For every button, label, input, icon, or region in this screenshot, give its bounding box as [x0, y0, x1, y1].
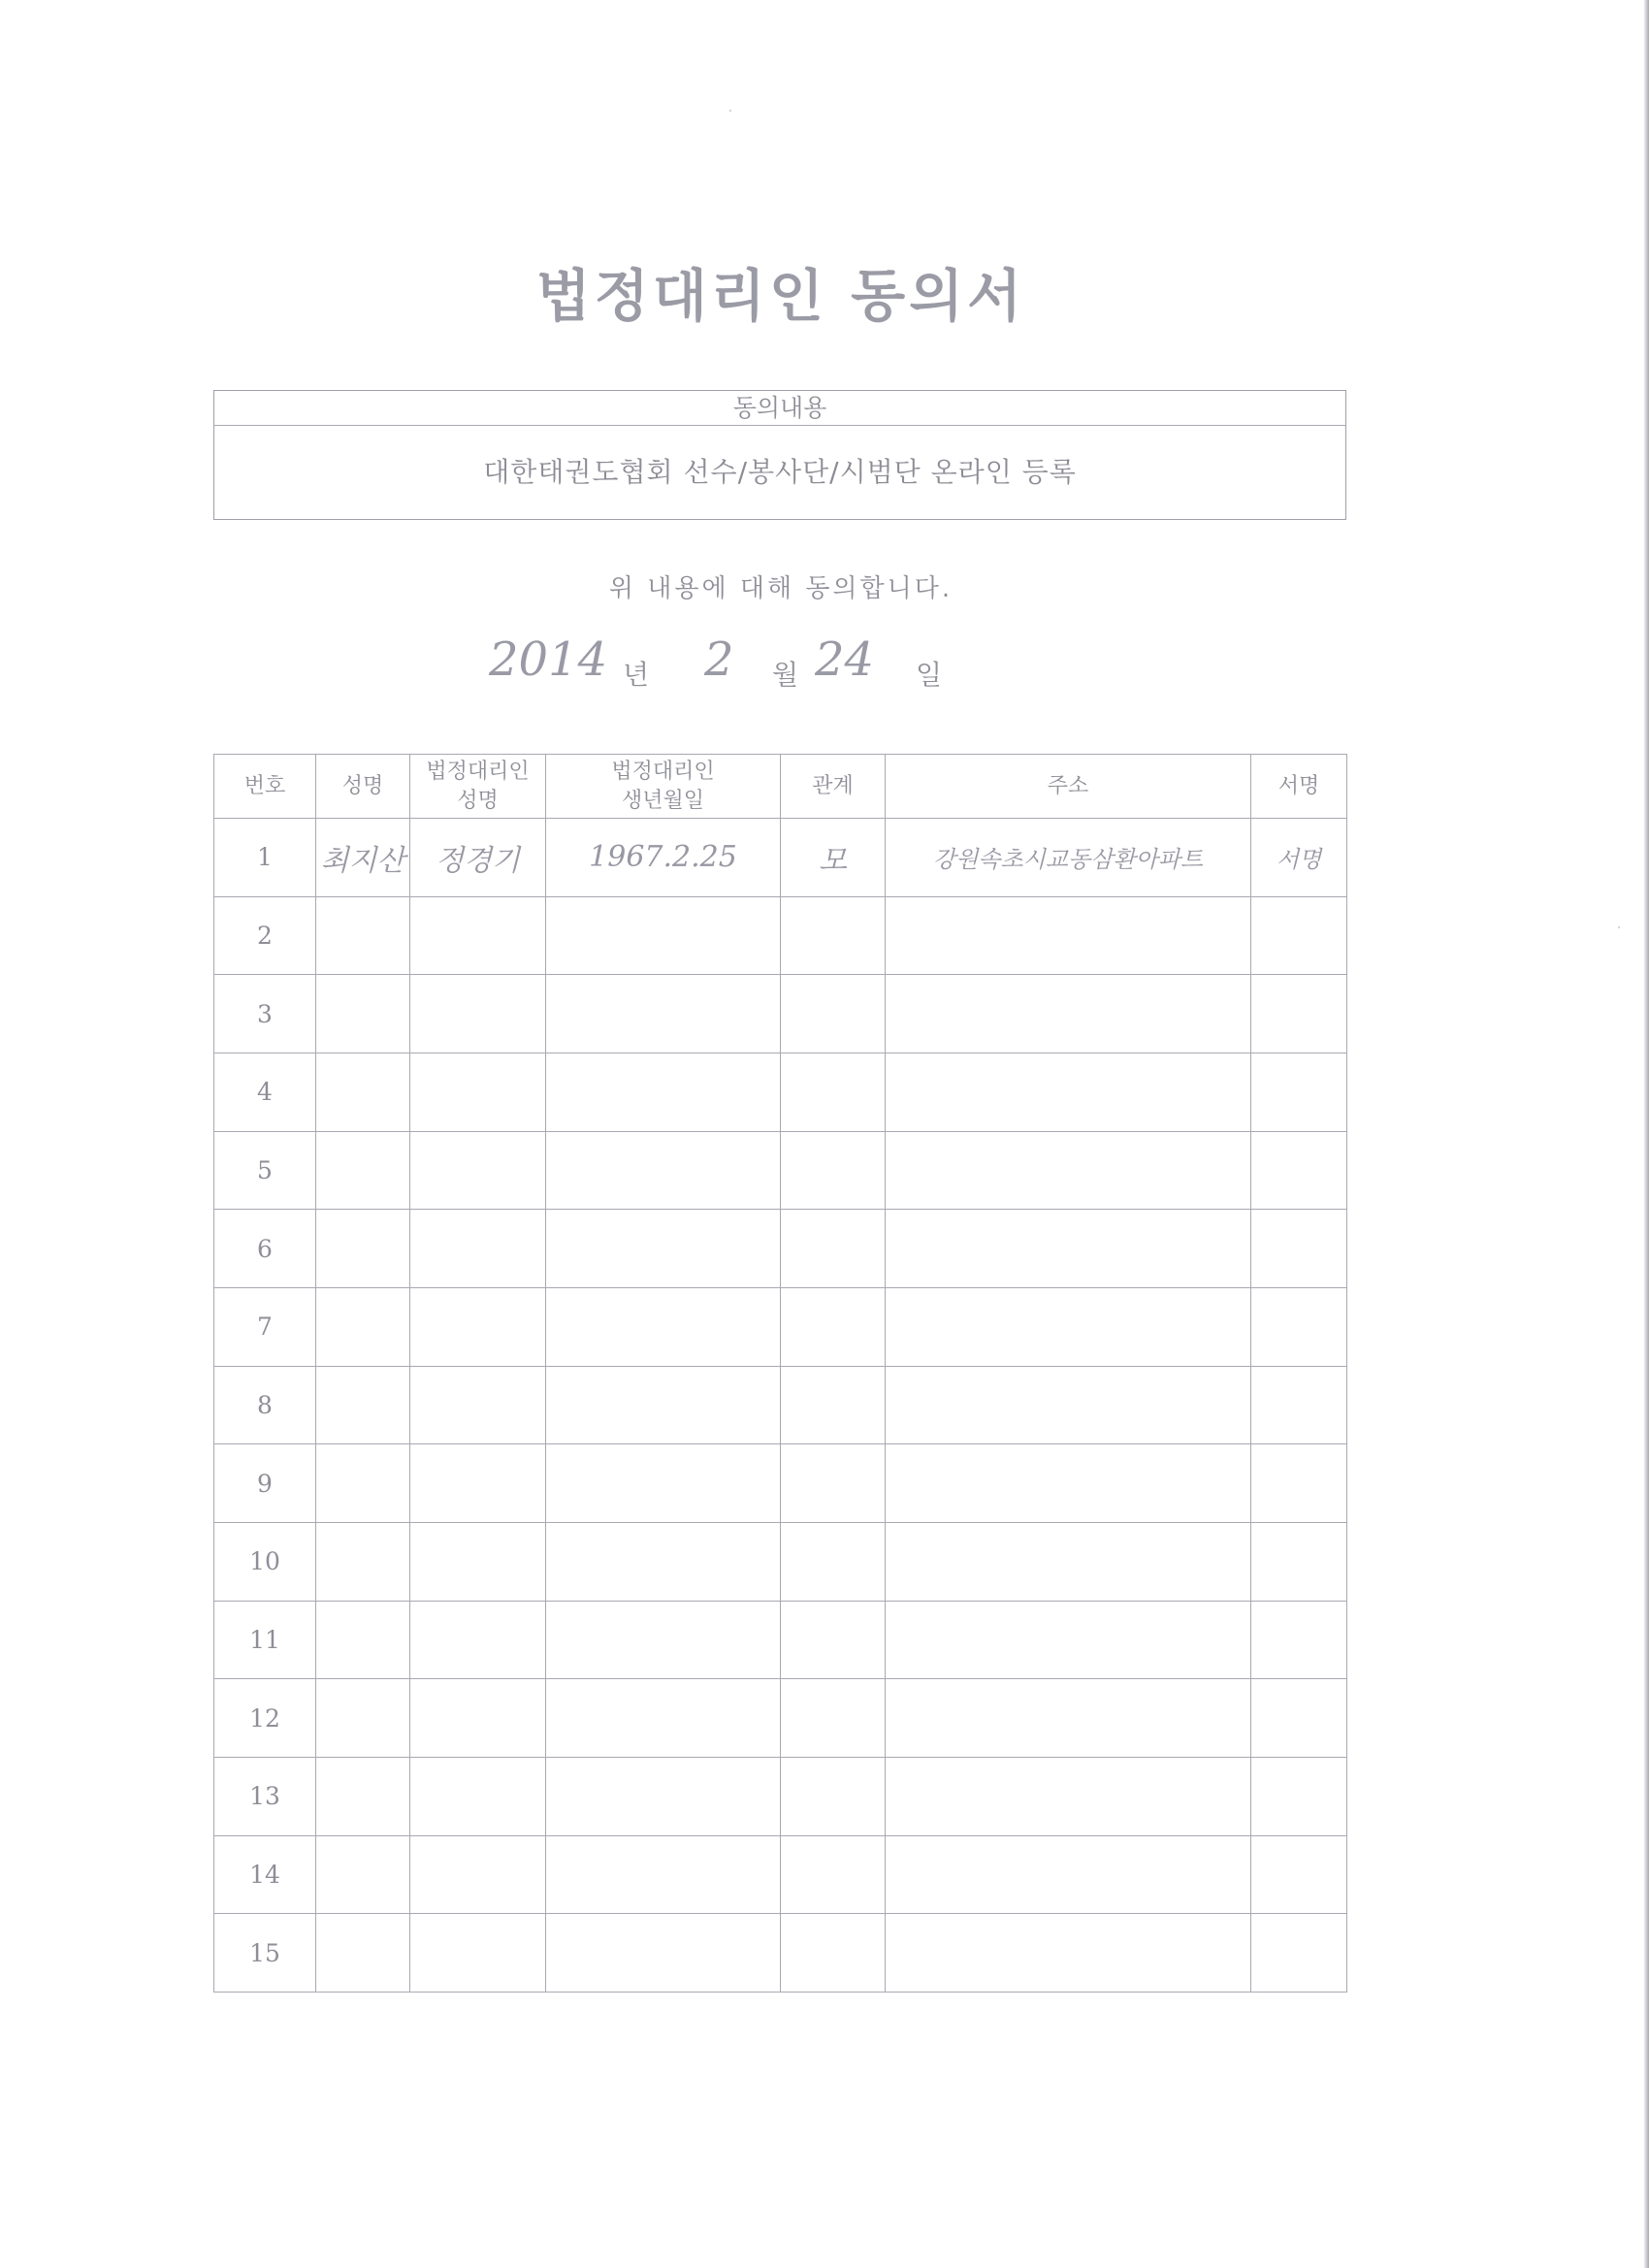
cell-guardian-birth	[546, 1835, 781, 1914]
cell-no: 10	[214, 1522, 316, 1601]
cell-relation	[781, 896, 886, 975]
cell-guardian-birth	[546, 896, 781, 975]
table-row	[214, 1366, 1347, 1444]
cell-signature	[1251, 1835, 1347, 1914]
cell-no: 3	[214, 975, 316, 1053]
header-guardian-name	[410, 755, 546, 819]
guardian-table	[213, 754, 1347, 1993]
cell-guardian-birth	[546, 1757, 781, 1835]
cell-relation	[781, 1757, 886, 1835]
cell-guardian-birth	[546, 1444, 781, 1523]
cell-guardian-name	[410, 1679, 546, 1758]
cell-guardian-name	[410, 1522, 546, 1601]
consent-box	[213, 390, 1346, 520]
header-address: 주소	[886, 755, 1251, 819]
date-month-unit: 월	[772, 659, 799, 691]
cell-name	[316, 1210, 410, 1288]
cell-name	[316, 1053, 410, 1131]
cell-signature	[1251, 1601, 1347, 1679]
cell-relation	[781, 1287, 886, 1366]
table-row	[214, 1131, 1347, 1210]
header-no: 번호	[214, 755, 316, 819]
header-guardian-birth	[546, 755, 781, 819]
consent-header: 동의내용	[214, 391, 1345, 426]
cell-name	[316, 1757, 410, 1835]
cell-signature	[1251, 1366, 1347, 1444]
cell-no: 14	[214, 1835, 316, 1914]
cell-name	[316, 1444, 410, 1523]
cell-guardian-name	[410, 1444, 546, 1523]
cell-signature	[1251, 1053, 1347, 1131]
cell-no: 4	[214, 1053, 316, 1131]
date-year-unit: 년	[623, 659, 650, 691]
cell-relation	[781, 1366, 886, 1444]
cell-relation	[781, 1131, 886, 1210]
table-row	[214, 896, 1347, 975]
cell-no: 7	[214, 1287, 316, 1366]
cell-relation	[781, 975, 886, 1053]
cell-signature	[1251, 1522, 1347, 1601]
cell-no: 11	[214, 1601, 316, 1679]
cell-address	[886, 1053, 1251, 1131]
cell-address	[886, 1757, 1251, 1835]
cell-no: 1	[214, 819, 316, 897]
cell-guardian-birth	[546, 1366, 781, 1444]
scan-speck	[729, 110, 731, 112]
cell-guardian-birth	[546, 1287, 781, 1366]
table-row	[214, 1210, 1347, 1288]
cell-no: 6	[214, 1210, 316, 1288]
cell-no: 13	[214, 1757, 316, 1835]
cell-address	[886, 1522, 1251, 1601]
cell-signature	[1251, 1757, 1347, 1835]
cell-guardian-name	[410, 1757, 546, 1835]
cell-guardian-birth	[546, 1522, 781, 1601]
cell-guardian-name	[410, 1131, 546, 1210]
cell-signature	[1251, 1287, 1347, 1366]
date-line	[485, 632, 1028, 708]
cell-address: 강원속초시교동삼환아파트	[886, 819, 1251, 897]
table-row	[214, 1601, 1347, 1679]
cell-name	[316, 1131, 410, 1210]
cell-signature	[1251, 1444, 1347, 1523]
header-name: 성명	[316, 755, 410, 819]
cell-relation	[781, 1522, 886, 1601]
consent-content: 대한태권도협회 선수/봉사단/시범단 온라인 등록	[483, 456, 1077, 488]
cell-name	[316, 1522, 410, 1601]
cell-relation: 모	[781, 819, 886, 897]
cell-signature	[1251, 1679, 1347, 1758]
cell-name	[316, 1679, 410, 1758]
cell-address	[886, 1210, 1251, 1288]
header-guardian-birth-line2: 생년월일	[621, 788, 704, 813]
cell-no: 12	[214, 1679, 316, 1758]
header-relation: 관계	[781, 755, 886, 819]
cell-guardian-name	[410, 1914, 546, 1993]
table-row	[214, 975, 1347, 1053]
cell-address	[886, 1601, 1251, 1679]
cell-address	[886, 1287, 1251, 1366]
cell-guardian-name	[410, 975, 546, 1053]
header-guardian-birth-line1: 법정대리인	[611, 759, 715, 784]
table-row	[214, 1835, 1347, 1914]
cell-name	[316, 1601, 410, 1679]
cell-name	[316, 1287, 410, 1366]
cell-name	[316, 1835, 410, 1914]
cell-no: 9	[214, 1444, 316, 1523]
cell-guardian-birth: 1967.2.25	[546, 819, 781, 897]
cell-address	[886, 975, 1251, 1053]
cell-guardian-name: 정경기	[410, 819, 546, 897]
header-signature: 서명	[1251, 755, 1347, 819]
cell-address	[886, 1914, 1251, 1993]
cell-relation	[781, 1835, 886, 1914]
cell-name	[316, 1914, 410, 1993]
cell-no: 8	[214, 1366, 316, 1444]
cell-guardian-name	[410, 1366, 546, 1444]
cell-name	[316, 975, 410, 1053]
cell-guardian-name	[410, 1287, 546, 1366]
cell-guardian-birth	[546, 1601, 781, 1679]
cell-no: 5	[214, 1131, 316, 1210]
cell-address	[886, 1131, 1251, 1210]
cell-signature	[1251, 1131, 1347, 1210]
cell-relation	[781, 1053, 886, 1131]
table-row	[214, 1287, 1347, 1366]
cell-address	[886, 1679, 1251, 1758]
table-row	[214, 1757, 1347, 1835]
date-day-unit: 일	[916, 659, 943, 691]
cell-relation	[781, 1444, 886, 1523]
table-row	[214, 1679, 1347, 1758]
cell-guardian-birth	[546, 975, 781, 1053]
table-row	[214, 1444, 1347, 1523]
date-day: 24	[815, 632, 875, 687]
cell-guardian-birth	[546, 1131, 781, 1210]
header-guardian-name-line2: 성명	[457, 788, 499, 813]
cell-signature	[1251, 1210, 1347, 1288]
cell-name	[316, 1366, 410, 1444]
table-row	[214, 1522, 1347, 1601]
cell-address	[886, 1444, 1251, 1523]
table-header-row	[214, 755, 1347, 819]
table-row	[214, 819, 1347, 897]
cell-relation	[781, 1679, 886, 1758]
cell-signature	[1251, 1914, 1347, 1993]
document-title: 법정대리인 동의서	[535, 263, 1026, 329]
date-year: 2014	[489, 632, 608, 687]
cell-guardian-birth	[546, 1914, 781, 1993]
cell-guardian-name	[410, 1601, 546, 1679]
cell-guardian-birth	[546, 1210, 781, 1288]
cell-guardian-birth	[546, 1679, 781, 1758]
cell-signature: 서명	[1251, 819, 1347, 897]
cell-relation	[781, 1601, 886, 1679]
cell-relation	[781, 1914, 886, 1993]
scan-speck	[1618, 926, 1620, 928]
cell-guardian-birth	[546, 1053, 781, 1131]
date-month: 2	[704, 632, 734, 687]
cell-guardian-name	[410, 1210, 546, 1288]
cell-address	[886, 1835, 1251, 1914]
cell-relation	[781, 1210, 886, 1288]
cell-signature	[1251, 975, 1347, 1053]
cell-guardian-name	[410, 1835, 546, 1914]
cell-address	[886, 896, 1251, 975]
agreement-statement: 위 내용에 대해 동의합니다.	[608, 574, 954, 603]
cell-signature	[1251, 896, 1347, 975]
table-row	[214, 1053, 1347, 1131]
cell-guardian-name	[410, 1053, 546, 1131]
cell-no: 2	[214, 896, 316, 975]
cell-address	[886, 1366, 1251, 1444]
cell-name	[316, 896, 410, 975]
cell-guardian-name	[410, 896, 546, 975]
cell-name: 최지산	[316, 819, 410, 897]
cell-no: 15	[214, 1914, 316, 1993]
scan-edge	[1643, 0, 1649, 2268]
header-guardian-name-line1: 법정대리인	[426, 759, 530, 784]
table-row	[214, 1914, 1347, 1993]
